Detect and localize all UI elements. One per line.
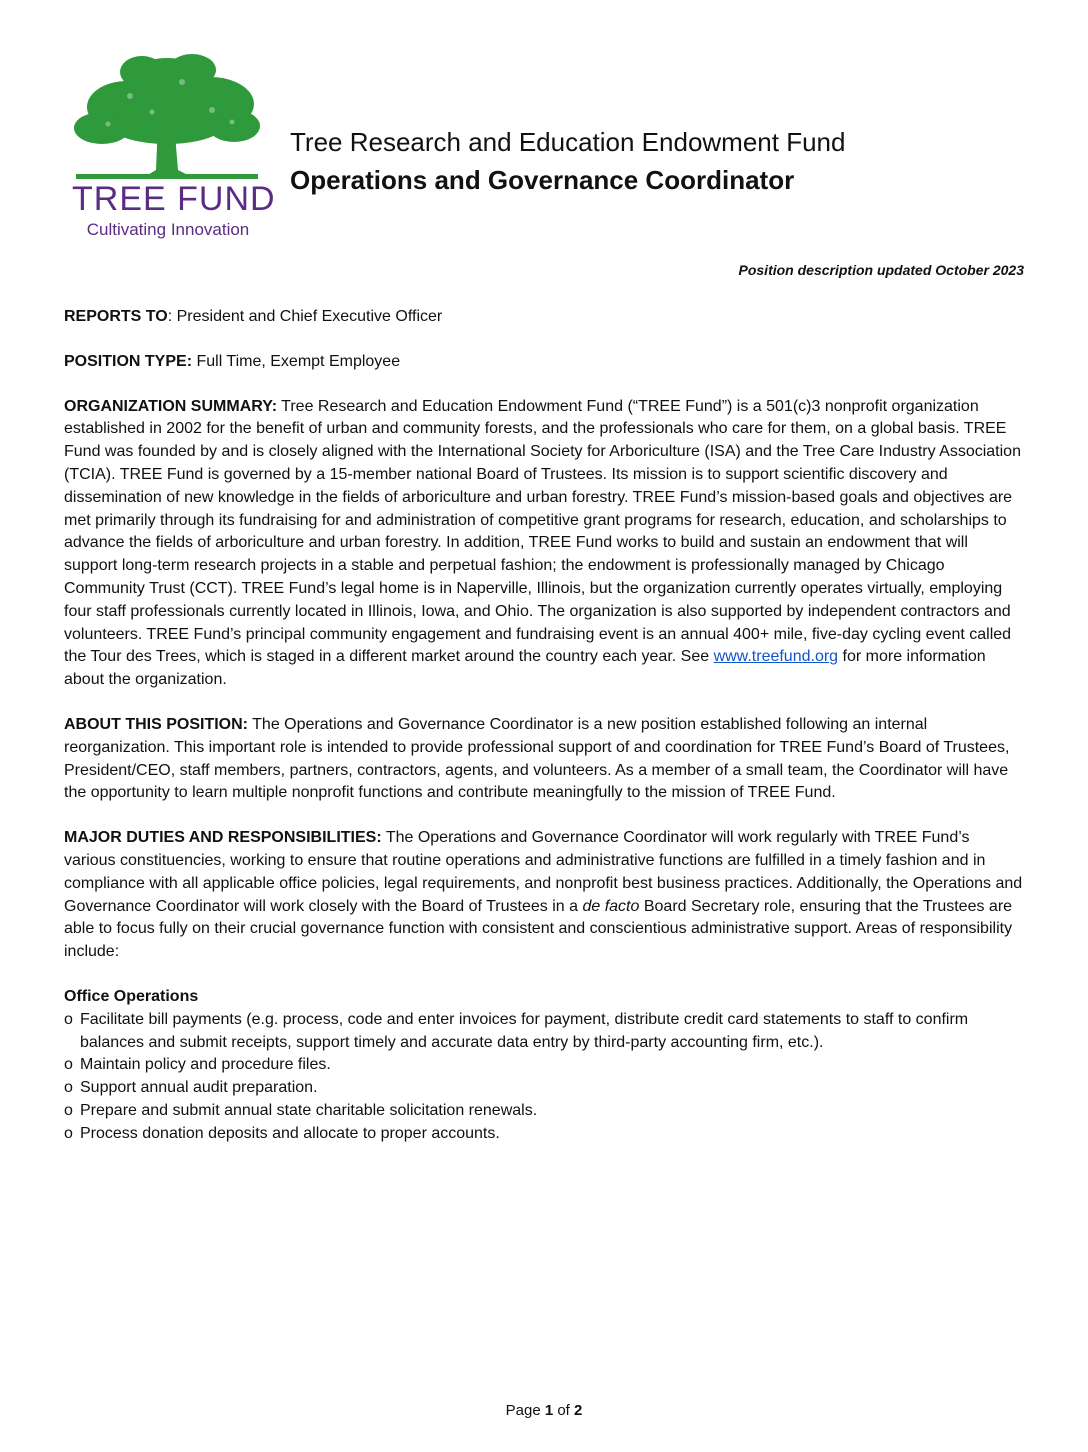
duties-text-2: Board Secretary role, ensuring that the Trustees are able to focus fully on their crucial governance function with consistent and conscientious administrative support. Areas of responsibility include: xyxy=(64,897,1013,961)
reports-to-label: REPORTS TO xyxy=(64,308,168,325)
org-summary-text: Tree Research and Education Endowment Fund (“TREE Fund”) is a 501(c)3 nonprofit organization established in 2002 for the benefit of urban and community forests, and the professionals who care for them, on a global basis. TREE Fund was founded by and is closely aligned with the International Society for Arboriculture (ISA) and the Tree Care Industry Association (TCIA). TREE Fund is governed by a 15-member national Board of Trustees. Its mission is to support scientific discovery and dissemination of new knowledge in the fields of arboriculture and urban forestry. TREE Fund’s mission-based goals and objectives are met primarily through its fundraising for and administration of competitive grant programs for research, education, and scholarships to advance the fields of arboriculture and urban forestry. In addition, TREE Fund works to build and sustain an endowment that will support long-term research projects in a stable and perpetual fashion; the endowment is professionally managed by Chicago Community Trust (CCT). TREE Fund’s legal home is in Naperville, Illinois, but the organization currently operates virtually, employing four staff professionals currently located in Illinois, Iowa, and Ohio. The organization is also supported by independent contractors and volunteers. TREE Fund’s principal community engagement and fundraising event is an annual 400+ mile, five-day cycling event called the Tour des Trees, which is staged in a different market around the country each year. See xyxy=(64,397,1021,666)
page-total: 2 xyxy=(574,1402,583,1419)
list-item-text: Facilitate bill payments (e.g. process, code and enter invoices for payment, distribute credit card statements to staff to confirm balances and submit receipts, support timely and accurate data entry by third-party accounting firm, etc.). xyxy=(80,1010,969,1051)
updated-date: Position description updated October 2023 xyxy=(738,262,1024,278)
duties-paragraph xyxy=(64,827,1024,964)
logo-name: TREE FUND xyxy=(72,180,276,218)
of-word: of xyxy=(553,1402,575,1419)
list-item-text: Maintain policy and procedure files. xyxy=(80,1056,331,1074)
page-footer xyxy=(0,1402,1088,1419)
page-word: Page xyxy=(505,1402,545,1419)
tree-icon xyxy=(72,52,262,180)
list-item xyxy=(64,1054,1024,1077)
list-item xyxy=(64,1100,1024,1123)
list-item-text: Process donation deposits and allocate to proper accounts. xyxy=(80,1124,500,1142)
position-type-paragraph xyxy=(64,351,1024,374)
tree-fund-logo xyxy=(64,52,276,242)
office-operations-list xyxy=(64,1009,1024,1146)
page-number: 1 xyxy=(544,1402,554,1419)
duties-label: MAJOR DUTIES AND RESPONSIBILITIES: xyxy=(64,829,382,847)
list-item-text: Support annual audit preparation. xyxy=(80,1079,318,1097)
position-title: Operations and Governance Coordinator xyxy=(290,165,795,195)
bullet-marker: o xyxy=(64,1056,73,1074)
list-item xyxy=(64,1077,1024,1100)
about-paragraph xyxy=(64,714,1024,805)
website-link[interactable]: www.treefund.org xyxy=(713,648,839,666)
reports-to-paragraph xyxy=(64,306,1024,329)
duties-text: The Operations and Governance Coordinator will work regularly with TREE Fund’s various constituencies, working to ensure that routine operations and administrative functions are fulfilled in a timely fashion and in compliance with all applicable office policies, legal requirements, and nonprofit best business practices. Additionally, the Operations and Governance Coordinator will work closely with the Board of Trustees in a xyxy=(64,829,1023,915)
org-summary-text-after: for more information about the organization. xyxy=(64,648,986,689)
position-type-label: POSITION TYPE: xyxy=(64,352,193,370)
list-item xyxy=(64,1123,1024,1146)
reports-to-value: : President and Chief Executive Officer xyxy=(167,308,443,325)
list-item-text: Prepare and submit annual state charitable solicitation renewals. xyxy=(80,1101,538,1119)
bullet-marker: o xyxy=(64,1079,73,1097)
org-summary-paragraph xyxy=(64,396,1024,692)
about-text: The Operations and Governance Coordinator is a new position established following an internal reorganization. This important role is intended to provide professional support of and coordination for TREE Fund’s Board of Trustees, President/CEO, staff members, partners, contractors, agents, and volunteers. As a member of a small team, the Coordinator will have the opportunity to learn multiple nonprofit functions and contribute meaningfully to the mission of TREE Fund. xyxy=(64,715,1010,802)
office-operations-heading: Office Operations xyxy=(64,987,199,1005)
bullet-marker: o xyxy=(64,1124,73,1142)
position-type-value: Full Time, Exempt Employee xyxy=(192,352,401,370)
list-item xyxy=(64,1009,1024,1055)
document-body xyxy=(64,306,1024,1146)
logo-tagline: Cultivating Innovation xyxy=(86,220,250,239)
org-name: Tree Research and Education Endowment Fund xyxy=(290,127,846,157)
duties-italic: de facto xyxy=(582,897,640,915)
bullet-marker: o xyxy=(64,1010,73,1028)
org-summary-label: ORGANIZATION SUMMARY: xyxy=(64,397,278,415)
bullet-marker: o xyxy=(64,1101,73,1119)
about-label: ABOUT THIS POSITION: xyxy=(64,715,248,733)
